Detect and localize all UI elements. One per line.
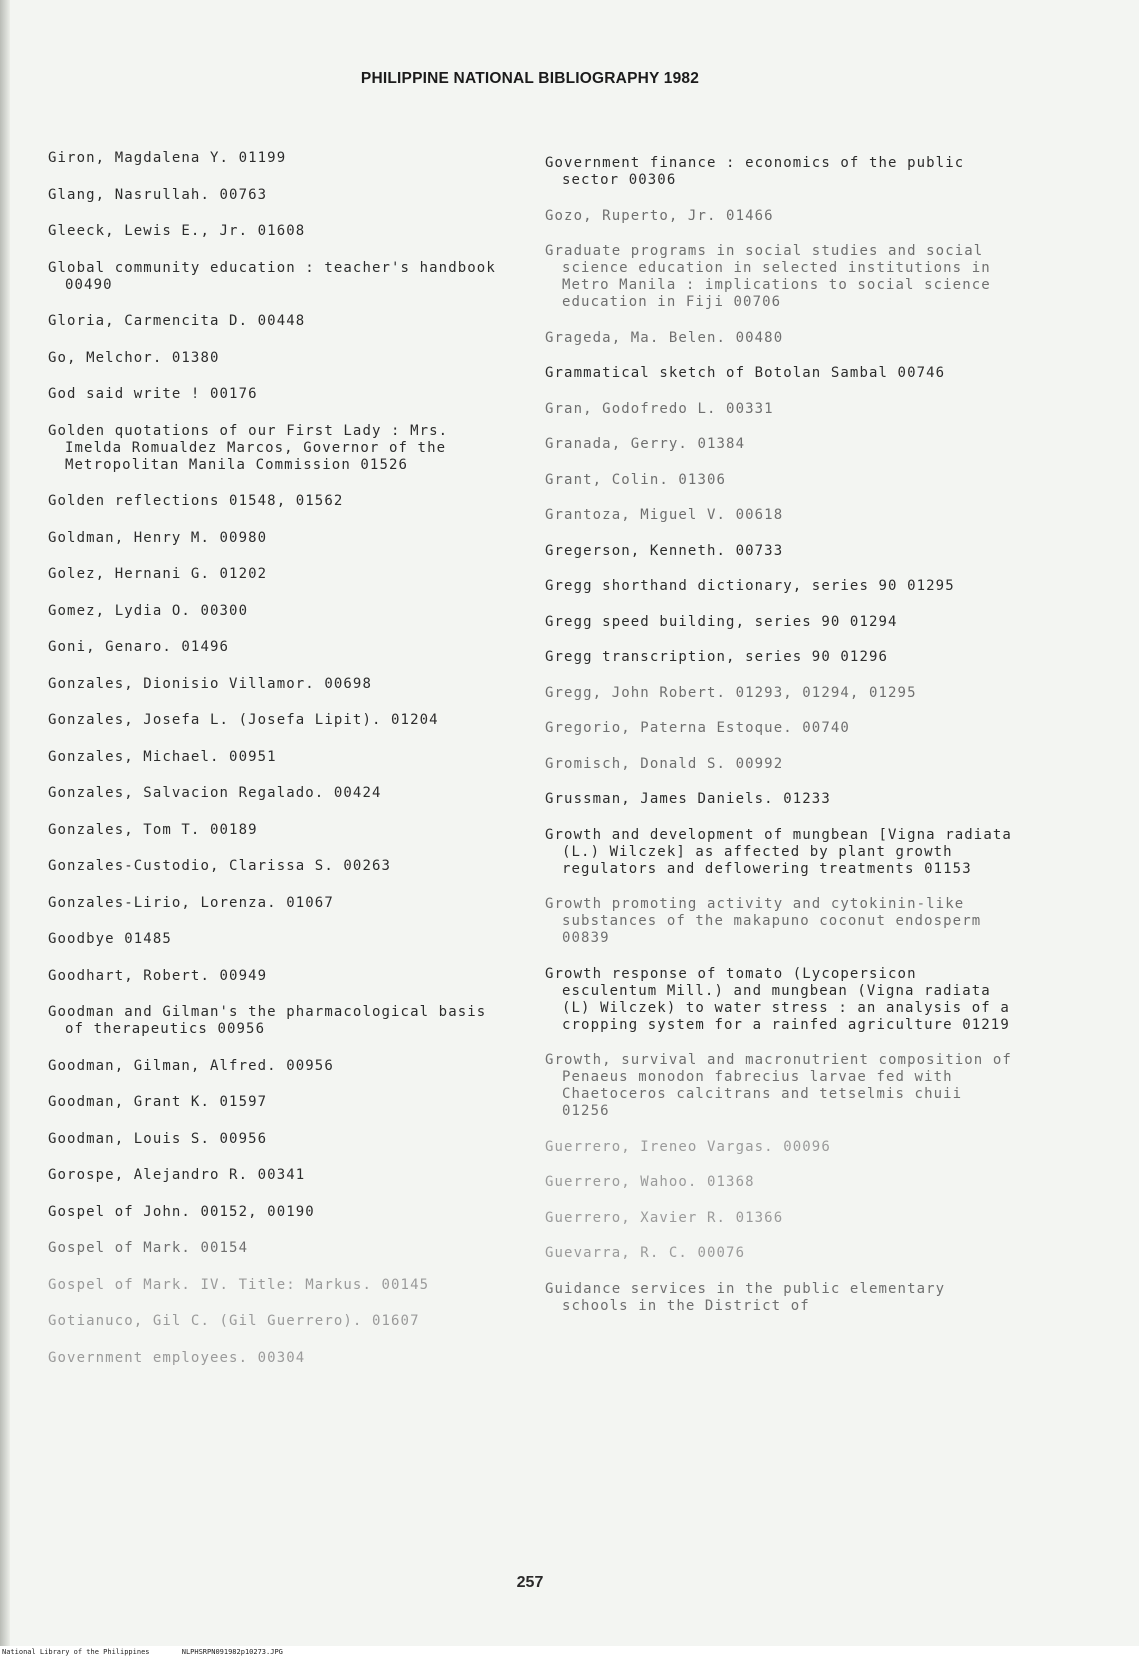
footer-filename: NLPHSRPN091982p10273.JPG [181,1648,283,1656]
index-entry: Gran, Godofredo L. 00331 [545,400,774,417]
index-entry: Gloria, Carmencita D. 00448 [48,313,306,329]
index-entry: Gregorio, Paterna Estoque. 00740 [545,720,850,736]
index-entry: Granada, Gerry. 01384 [545,436,746,452]
index-entry: Guidance services in the public elementary schools in the District of [545,1280,955,1314]
index-entry: Gregg transcription, series 90 01296 [545,649,889,665]
index-entry: Go, Melchor. 01380 [48,349,220,366]
index-entry: Guevarra, R. C. 00076 [545,1245,746,1261]
index-entry: Gonzales-Custodio, Clarissa S. 00263 [48,858,392,874]
scan-footer [0,1646,1139,1658]
index-entry: Gregerson, Kenneth. 00733 [545,542,784,559]
index-entry: Gozo, Ruperto, Jr. 01466 [545,207,774,224]
left-column [48,150,508,1386]
index-entry: Gonzales-Lirio, Lorenza. 01067 [48,894,334,911]
index-entry: Guerrero, Ireneo Vargas. 00096 [545,1138,831,1155]
index-entry: Gospel of Mark. IV. Title: Markus. 00145 [48,1276,430,1293]
index-entry: Gleeck, Lewis E., Jr. 01608 [48,223,306,239]
index-entry: Gonzales, Dionisio Villamor. 00698 [48,675,372,692]
index-entry: Government finance : economics of the public sector 00306 [545,155,974,188]
index-entry: Gospel of John. 00152, 00190 [48,1203,315,1220]
index-entry: Grammatical sketch of Botolan Sambal 00746 [545,365,946,381]
index-entry: Gregg, John Robert. 01293, 01294, 01295 [545,684,917,701]
index-entry: Guerrero, Xavier R. 01366 [545,1209,784,1226]
index-entry: Gospel of Mark. 00154 [48,1240,249,1256]
index-entry: Growth, survival and macronutrient composition of Penaeus monodon fabrecius larvae fed with Chaetoceros calcitrans and tetselmis chuii 01256 [545,1052,1022,1119]
index-entry: Goldman, Henry M. 00980 [48,529,268,546]
index-entry: Grussman, James Daniels. 01233 [545,791,831,807]
index-entry: Grageda, Ma. Belen. 00480 [545,329,784,346]
index-entry: Government employees. 00304 [48,1349,306,1366]
index-entry: Golden quotations of our First Lady : Mrs. Imelda Romualdez Marcos, Governor of the Metropolitan Manila Commission 01526 [48,422,458,473]
index-entry: Goodman and Gilman's the pharmacological basis of therapeutics 00956 [48,1004,496,1037]
index-entry: Goni, Genaro. 01496 [48,639,230,655]
index-entry: Gregg shorthand dictionary, series 90 01295 [545,578,955,594]
index-entry: Gomez, Lydia O. 00300 [48,602,249,619]
index-entry: Golez, Hernani G. 01202 [48,566,268,582]
index-entry: Gonzales, Michael. 00951 [48,748,277,765]
page-title: PHILIPPINE NATIONAL BIBLIOGRAPHY 1982 [360,70,700,87]
index-entry: Glang, Nasrullah. 00763 [48,186,268,203]
index-entry: Goodbye 01485 [48,931,172,947]
index-entry: Goodman, Grant K. 01597 [48,1094,268,1110]
index-entry: Goodman, Gilman, Alfred. 00956 [48,1057,334,1074]
index-entry: Gonzales, Salvacion Regalado. 00424 [48,785,382,801]
index-entry: Goodman, Louis S. 00956 [48,1130,268,1147]
right-column [545,155,1022,1333]
index-entry: Goodhart, Robert. 00949 [48,967,268,984]
index-entry: Grantoza, Miguel V. 00618 [545,507,784,523]
index-entry: Giron, Magdalena Y. 01199 [48,150,287,166]
index-entry: Gregg speed building, series 90 01294 [545,613,898,630]
index-entry: God said write ! 00176 [48,386,258,402]
index-entry: Golden reflections 01548, 01562 [48,493,344,509]
index-entry: Gromisch, Donald S. 00992 [545,755,784,772]
index-entry: Guerrero, Wahoo. 01368 [545,1174,755,1190]
index-entry: Growth and development of mungbean [Vigna radiata (L.) Wilczek] as affected by plant growth regulators and deflowering treatments 01153 [545,826,1022,877]
index-entry: Growth response of tomato (Lycopersicon esculentum Mill.) and mungbean (Vigna radiata (L) Wilczek) to water stress : an analysis of a cropping system for a rainfed agriculture 01219 [545,965,1020,1033]
footer-library: National Library of the Philippines [2,1648,150,1656]
index-entry: Global community education : teacher's handbook 00490 [48,259,506,293]
index-entry: Gonzales, Josefa L. (Josefa Lipit). 01204 [48,712,439,728]
index-entry: Gotianuco, Gil C. (Gil Guerrero). 01607 [48,1313,420,1329]
index-entry: Growth promoting activity and cytokinin-like substances of the makapuno coconut endosperm 00839 [545,896,991,946]
index-entry: Graduate programs in social studies and social science education in selected institutions in Metro Manila : implications to social science education in Fiji 00706 [545,243,1001,310]
index-entry: Gorospe, Alejandro R. 00341 [48,1167,306,1183]
page-number: 257 [516,1574,544,1591]
index-entry: Gonzales, Tom T. 00189 [48,821,258,838]
index-entry: Grant, Colin. 01306 [545,471,727,488]
